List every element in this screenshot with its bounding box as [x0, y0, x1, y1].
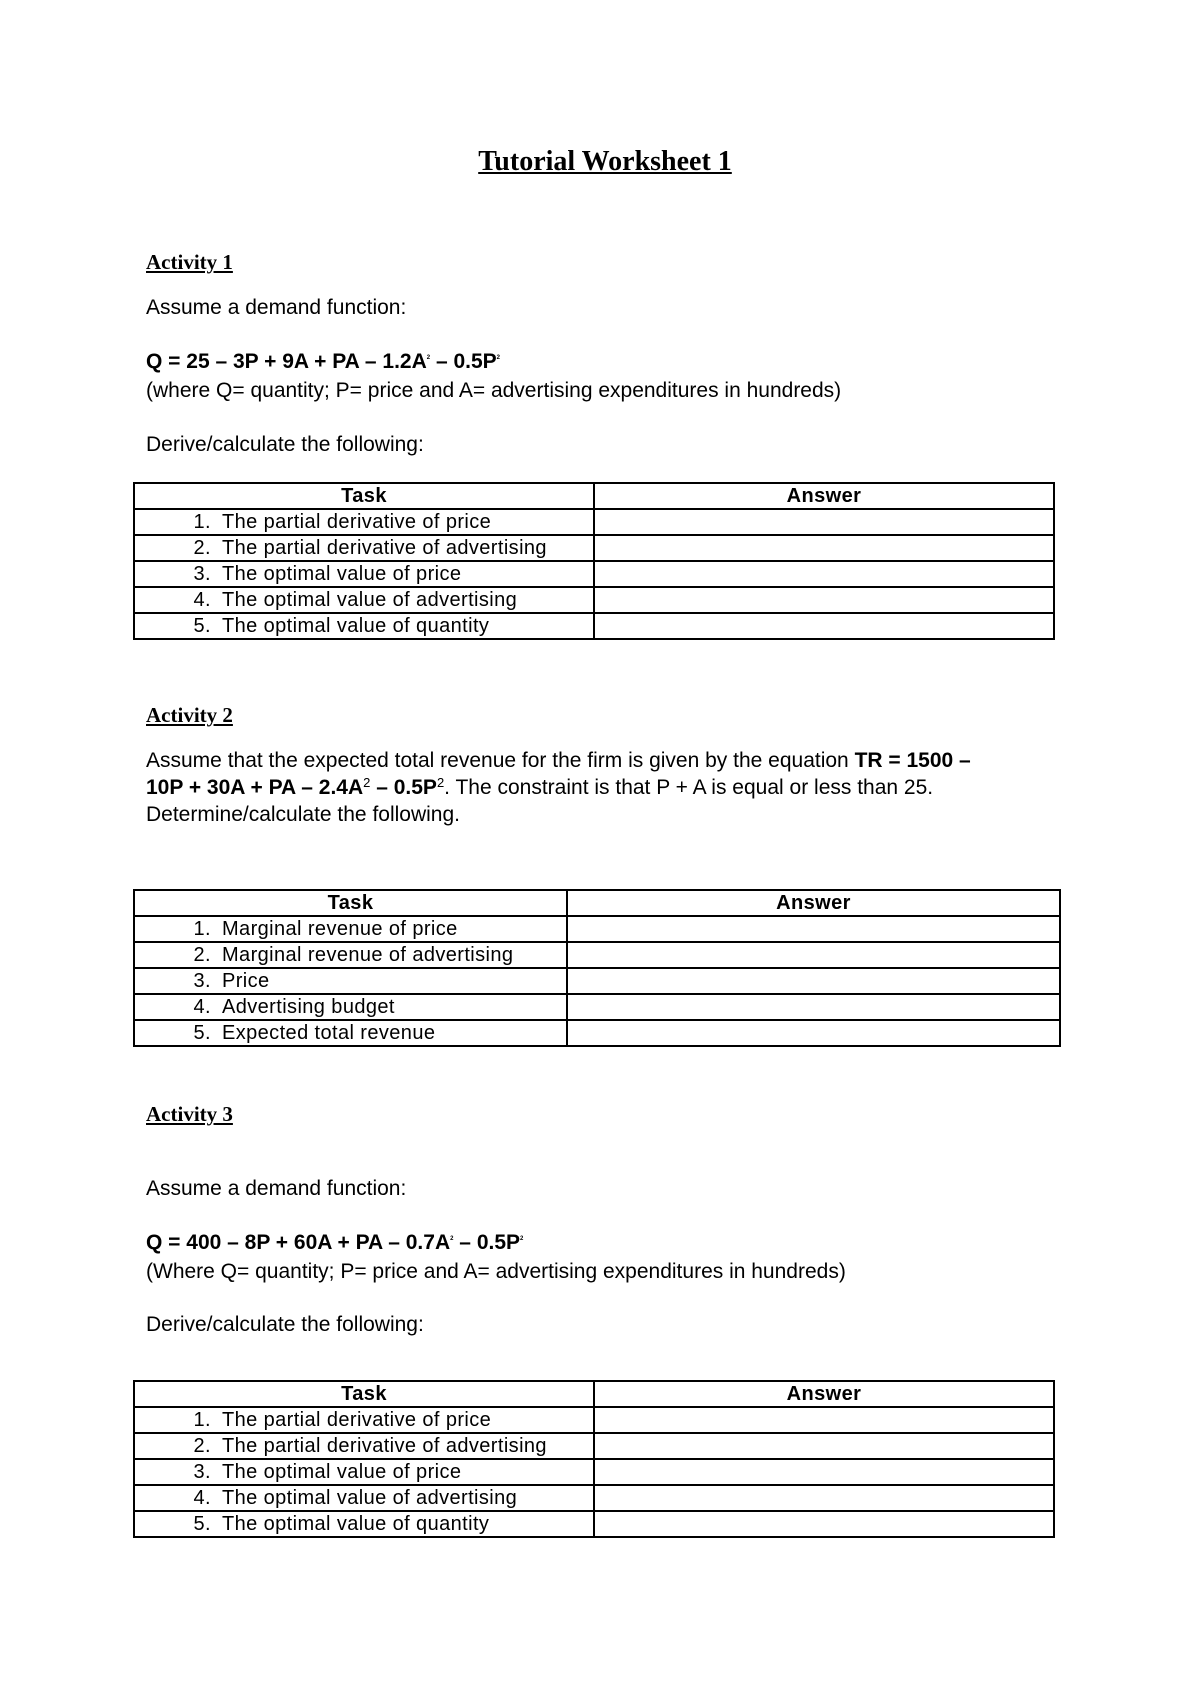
equation-exponent: 2 [436, 775, 445, 790]
activity-1-heading: Activity 1 [146, 250, 233, 274]
activity-1-note: (where Q= quantity; P= price and A= advertising expenditures in hundreds) [146, 379, 842, 402]
task-number: 1. [193, 1409, 211, 1431]
answer-cell[interactable] [594, 1407, 1054, 1433]
description-text: . The constraint is that P + A is equal or less than 25. [444, 776, 934, 799]
answer-cell[interactable] [594, 1433, 1054, 1459]
description-line: Determine/calculate the following. [146, 803, 460, 826]
header-task: Task [134, 1381, 594, 1407]
activity-3-note: (Where Q= quantity; P= price and A= advertising expenditures in hundreds) [146, 1260, 846, 1283]
equation-exponent: 2 [496, 355, 501, 361]
activity-3-equation [146, 1231, 523, 1255]
activity-3-table [133, 1380, 1055, 1538]
task-text: The optimal value of quantity [222, 1513, 490, 1535]
task-cell [134, 968, 567, 994]
answer-cell[interactable] [594, 613, 1054, 639]
answer-cell[interactable] [594, 587, 1054, 613]
table-header-row [134, 483, 1054, 509]
description-line [146, 747, 1066, 774]
equation-exponent: 2 [363, 775, 371, 790]
answer-cell[interactable] [567, 1020, 1060, 1046]
task-text: The optimal value of advertising [222, 589, 518, 611]
task-text: The partial derivative of price [222, 1409, 492, 1431]
task-cell [134, 1511, 594, 1537]
header-task: Task [134, 890, 567, 916]
task-text: The optimal value of price [222, 563, 462, 585]
activity-3-intro: Assume a demand function: [146, 1177, 407, 1200]
task-text: Advertising budget [222, 996, 395, 1018]
answer-cell[interactable] [594, 1511, 1054, 1537]
task-number: 1. [193, 918, 211, 940]
task-number: 2. [193, 1435, 211, 1457]
activity-1-intro: Assume a demand function: [146, 296, 407, 319]
task-text: Marginal revenue of advertising [222, 944, 514, 966]
task-cell [134, 916, 567, 942]
activity-1-instruction: Derive/calculate the following: [146, 433, 424, 456]
equation-part: – 0.5P [430, 350, 497, 373]
activity-2-heading: Activity 2 [146, 703, 233, 727]
table-row [134, 942, 1060, 968]
task-cell [134, 613, 594, 639]
task-cell [134, 561, 594, 587]
answer-cell[interactable] [594, 535, 1054, 561]
task-cell [134, 535, 594, 561]
task-cell [134, 1020, 567, 1046]
table-header-row [134, 890, 1060, 916]
answer-cell[interactable] [594, 509, 1054, 535]
answer-cell[interactable] [567, 994, 1060, 1020]
table-row [134, 1511, 1054, 1537]
task-text: Marginal revenue of price [222, 918, 458, 940]
table-row [134, 587, 1054, 613]
equation-exponent: 2 [450, 1236, 454, 1242]
activity-3-instruction: Derive/calculate the following: [146, 1313, 424, 1336]
task-number: 3. [193, 970, 211, 992]
task-cell [134, 1485, 594, 1511]
table-header-row [134, 1381, 1054, 1407]
table-row [134, 1407, 1054, 1433]
table-row [134, 916, 1060, 942]
table-row [134, 994, 1060, 1020]
answer-cell[interactable] [567, 968, 1060, 994]
answer-cell[interactable] [594, 1485, 1054, 1511]
header-task: Task [134, 483, 594, 509]
task-text: Price [222, 970, 270, 992]
task-number: 5. [193, 1022, 211, 1044]
equation-part: Q = 25 – 3P + 9A + PA – 1.2A [146, 350, 427, 373]
equation-part: – 0.5P [453, 1231, 521, 1254]
answer-cell[interactable] [567, 942, 1060, 968]
table-row [134, 613, 1054, 639]
task-text: The optimal value of quantity [222, 615, 490, 637]
task-text: Expected total revenue [222, 1022, 436, 1044]
task-text: The optimal value of advertising [222, 1487, 518, 1509]
answer-cell[interactable] [594, 1459, 1054, 1485]
task-cell [134, 1407, 594, 1433]
answer-cell[interactable] [594, 561, 1054, 587]
task-number: 3. [193, 1461, 211, 1483]
task-number: 5. [193, 1513, 211, 1535]
table-row [134, 968, 1060, 994]
activity-1-table [133, 482, 1055, 640]
description-equation: 10P + 30A + PA – 2.4A [146, 776, 364, 799]
activity-3-heading: Activity 3 [146, 1102, 233, 1126]
task-cell [134, 942, 567, 968]
task-number: 3. [193, 563, 211, 585]
task-number: 4. [193, 1487, 211, 1509]
task-cell [134, 587, 594, 613]
equation-exponent: 2 [520, 1236, 524, 1242]
task-number: 2. [193, 537, 211, 559]
activity-2-description [146, 747, 1066, 828]
task-cell [134, 509, 594, 535]
header-answer: Answer [567, 890, 1060, 916]
table-row [134, 1020, 1060, 1046]
activity-1-equation [146, 350, 500, 374]
header-answer: Answer [594, 483, 1054, 509]
task-text: The partial derivative of price [222, 511, 492, 533]
table-row [134, 535, 1054, 561]
description-line [146, 774, 1066, 801]
description-equation: TR = 1500 – [854, 749, 971, 772]
header-answer: Answer [594, 1381, 1054, 1407]
activity-2-table [133, 889, 1061, 1047]
task-cell [134, 1433, 594, 1459]
table-row [134, 561, 1054, 587]
task-cell [134, 994, 567, 1020]
answer-cell[interactable] [567, 916, 1060, 942]
table-row [134, 1459, 1054, 1485]
table-row [134, 509, 1054, 535]
page-title: Tutorial Worksheet 1 [478, 146, 732, 177]
task-number: 4. [193, 996, 211, 1018]
table-row [134, 1485, 1054, 1511]
task-number: 5. [193, 615, 211, 637]
task-number: 2. [193, 944, 211, 966]
table-row [134, 1433, 1054, 1459]
description-text: Assume that the expected total revenue for the firm is given by the equation [146, 749, 855, 772]
equation-part: Q = 400 – 8P + 60A + PA – 0.7A [146, 1231, 451, 1254]
task-number: 1. [193, 511, 211, 533]
equation-exponent: 2 [426, 355, 431, 361]
task-text: The optimal value of price [222, 1461, 462, 1483]
task-text: The partial derivative of advertising [222, 537, 547, 559]
task-cell [134, 1459, 594, 1485]
task-text: The partial derivative of advertising [222, 1435, 547, 1457]
task-number: 4. [193, 589, 211, 611]
description-equation: – 0.5P [370, 776, 437, 799]
